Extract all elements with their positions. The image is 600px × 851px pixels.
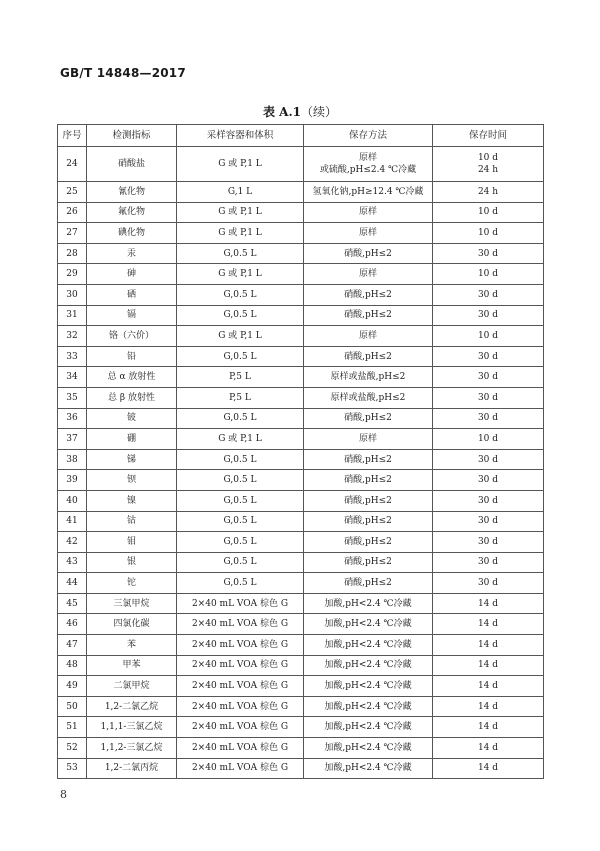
cell-container-volume: 2×40 mL VOA 棕色 G [177,717,304,738]
header-container-volume: 采样容器和体积 [177,125,304,147]
header-serial-number: 序号 [58,125,87,147]
table-row [58,326,544,347]
cell-serial-number: 44 [58,573,87,594]
cell-preservation-method: 硝酸,pH≤2 [304,449,433,470]
cell-indicator: 1,1,1-三氯乙烷 [87,717,177,738]
cell-serial-number: 30 [58,284,87,305]
table-row [58,367,544,388]
cell-holding-time: 30 d [433,284,544,305]
cell-holding-time: 14 d [433,676,544,697]
cell-serial-number: 52 [58,738,87,759]
cell-container-volume: 2×40 mL VOA 棕色 G [177,655,304,676]
cell-holding-time: 30 d [433,387,544,408]
cell-serial-number: 26 [58,202,87,223]
cell-preservation-method: 硝酸,pH≤2 [304,573,433,594]
cell-holding-time: 30 d [433,367,544,388]
cell-preservation-method: 原样 [304,223,433,244]
cell-holding-time-line-1: 10 d [477,153,499,163]
cell-container-volume: 2×40 mL VOA 棕色 G [177,738,304,759]
cell-preservation-method: 原样 [304,326,433,347]
header-indicator: 检测指标 [87,125,177,147]
cell-serial-number: 35 [58,387,87,408]
cell-container-volume: G,0.5 L [177,511,304,532]
table-row [58,511,544,532]
cell-serial-number: 38 [58,449,87,470]
cell-holding-time: 14 d [433,758,544,779]
cell-serial-number: 29 [58,264,87,285]
table-row [58,387,544,408]
table-caption-label: 表 A.1 [262,105,301,119]
cell-serial-number: 32 [58,326,87,347]
cell-serial-number: 25 [58,182,87,203]
cell-preservation-method: 硝酸,pH≤2 [304,470,433,491]
cell-holding-time: 10 d [433,223,544,244]
cell-preservation-method: 原样或盐酸,pH≤2 [304,367,433,388]
cell-serial-number: 42 [58,532,87,553]
cell-indicator: 三氯甲烷 [87,593,177,614]
cell-holding-time: 10 d [433,429,544,450]
cell-serial-number: 43 [58,552,87,573]
cell-holding-time-line-2: 24 h [477,165,499,175]
cell-indicator: 硼 [87,429,177,450]
cell-preservation-method: 加酸,pH<2.4 ℃冷藏 [304,635,433,656]
table-row [58,552,544,573]
cell-indicator: 铍 [87,408,177,429]
cell-preservation-method: 加酸,pH<2.4 ℃冷藏 [304,614,433,635]
cell-serial-number: 47 [58,635,87,656]
cell-container-volume: G,0.5 L [177,490,304,511]
cell-indicator: 总 β 放射性 [87,387,177,408]
cell-container-volume: G,0.5 L [177,449,304,470]
header-holding-time: 保存时间 [433,125,544,147]
cell-serial-number: 41 [58,511,87,532]
cell-container-volume: 2×40 mL VOA 棕色 G [177,593,304,614]
table-caption-suffix: （续） [301,105,338,119]
sampling-table [57,124,544,779]
cell-container-volume: P,5 L [177,387,304,408]
cell-preservation-method: 硝酸,pH≤2 [304,490,433,511]
cell-serial-number: 31 [58,305,87,326]
cell-holding-time: 10 d [433,326,544,347]
cell-serial-number: 37 [58,429,87,450]
cell-holding-time: 24 h [433,182,544,203]
table-row [58,202,544,223]
cell-container-volume: G,0.5 L [177,573,304,594]
cell-container-volume: G 或 P,1 L [177,326,304,347]
cell-container-volume: G,0.5 L [177,284,304,305]
cell-preservation-method: 硝酸,pH≤2 [304,243,433,264]
cell-preservation-method: 硝酸,pH≤2 [304,284,433,305]
cell-preservation-method: 氢氧化钠,pH≥12.4 ℃冷藏 [304,182,433,203]
cell-indicator: 镉 [87,305,177,326]
cell-indicator: 钡 [87,470,177,491]
table-row [58,305,544,326]
table-body [58,147,544,779]
cell-indicator: 铬（六价） [87,326,177,347]
cell-container-volume: G,0.5 L [177,552,304,573]
cell-indicator: 硝酸盐 [87,147,177,182]
cell-container-volume: 2×40 mL VOA 棕色 G [177,635,304,656]
table-row [58,429,544,450]
table-row [58,614,544,635]
cell-serial-number: 51 [58,717,87,738]
cell-preservation-method: 加酸,pH<2.4 ℃冷藏 [304,593,433,614]
cell-holding-time: 30 d [433,305,544,326]
cell-preservation-method: 原样 [304,202,433,223]
cell-holding-time: 14 d [433,696,544,717]
cell-holding-time: 30 d [433,449,544,470]
cell-serial-number: 24 [58,147,87,182]
table-row [58,182,544,203]
cell-holding-time: 14 d [433,717,544,738]
cell-container-volume: G 或 P,1 L [177,202,304,223]
table-row [58,346,544,367]
cell-holding-time: 10 d [433,264,544,285]
cell-preservation-method: 原样或盐酸,pH≤2 [304,387,433,408]
cell-container-volume: G,0.5 L [177,346,304,367]
cell-preservation-method-line-2: 或硫酸,pH≤2.4 ℃冷藏 [319,165,417,175]
cell-serial-number: 36 [58,408,87,429]
cell-holding-time: 14 d [433,738,544,759]
table-row [58,696,544,717]
cell-preservation-method: 硝酸,pH≤2 [304,511,433,532]
table-row [58,655,544,676]
table-row [58,449,544,470]
table-caption [0,103,600,120]
cell-preservation-method: 硝酸,pH≤2 [304,532,433,553]
cell-indicator: 碘化物 [87,223,177,244]
table-row [58,284,544,305]
cell-preservation-method: 加酸,pH<2.4 ℃冷藏 [304,717,433,738]
table-row [58,532,544,553]
cell-serial-number: 39 [58,470,87,491]
table-row [58,243,544,264]
cell-serial-number: 34 [58,367,87,388]
cell-indicator: 钼 [87,532,177,553]
cell-container-volume: G 或 P,1 L [177,429,304,450]
cell-indicator: 氟化物 [87,202,177,223]
cell-holding-time: 30 d [433,552,544,573]
cell-serial-number: 40 [58,490,87,511]
cell-indicator: 砷 [87,264,177,285]
cell-preservation-method: 硝酸,pH≤2 [304,552,433,573]
cell-holding-time: 10 d [433,202,544,223]
cell-serial-number: 28 [58,243,87,264]
cell-container-volume: G,0.5 L [177,408,304,429]
cell-holding-time: 30 d [433,346,544,367]
cell-container-volume: G,0.5 L [177,470,304,491]
cell-container-volume: G 或 P,1 L [177,223,304,244]
cell-indicator: 二氯甲烷 [87,676,177,697]
cell-serial-number: 48 [58,655,87,676]
cell-preservation-method: 原样 [304,429,433,450]
cell-container-volume: G,0.5 L [177,532,304,553]
cell-container-volume: 2×40 mL VOA 棕色 G [177,676,304,697]
cell-indicator: 1,2-二氯丙烷 [87,758,177,779]
cell-serial-number: 49 [58,676,87,697]
cell-indicator: 总 α 放射性 [87,367,177,388]
cell-indicator: 氰化物 [87,182,177,203]
table-row [58,408,544,429]
cell-indicator: 铊 [87,573,177,594]
table-row [58,758,544,779]
cell-preservation-method: 硝酸,pH≤2 [304,408,433,429]
table-row [58,573,544,594]
cell-container-volume: G,0.5 L [177,305,304,326]
cell-holding-time: 30 d [433,573,544,594]
cell-indicator: 硒 [87,284,177,305]
cell-indicator: 1,2-二氯乙烷 [87,696,177,717]
cell-serial-number: 53 [58,758,87,779]
cell-container-volume: G 或 P,1 L [177,147,304,182]
table-row [58,676,544,697]
cell-serial-number: 27 [58,223,87,244]
cell-holding-time: 14 d [433,593,544,614]
cell-indicator: 钴 [87,511,177,532]
cell-indicator: 汞 [87,243,177,264]
table-row [58,593,544,614]
table-row [58,738,544,759]
table-row [58,470,544,491]
cell-preservation-method: 加酸,pH<2.4 ℃冷藏 [304,738,433,759]
cell-container-volume: G,0.5 L [177,243,304,264]
table-header-row [58,125,544,147]
cell-preservation-method: 加酸,pH<2.4 ℃冷藏 [304,676,433,697]
standard-id: GB/T 14848—2017 [60,66,186,80]
cell-preservation-method: 原样 [304,264,433,285]
table-row [58,223,544,244]
cell-container-volume: P,5 L [177,367,304,388]
cell-holding-time: 30 d [433,470,544,491]
cell-holding-time: 14 d [433,655,544,676]
table-row [58,264,544,285]
cell-holding-time: 30 d [433,511,544,532]
table-row [58,635,544,656]
cell-indicator: 甲苯 [87,655,177,676]
cell-preservation-method-line-1: 原样 [358,153,377,163]
cell-holding-time: 14 d [433,635,544,656]
table-row [58,717,544,738]
cell-preservation-method: 硝酸,pH≤2 [304,346,433,367]
cell-preservation-method: 加酸,pH<2.4 ℃冷藏 [304,655,433,676]
table-row [58,490,544,511]
cell-preservation-method: 硝酸,pH≤2 [304,305,433,326]
cell-container-volume: G 或 P,1 L [177,264,304,285]
cell-serial-number: 46 [58,614,87,635]
cell-container-volume: 2×40 mL VOA 棕色 G [177,758,304,779]
cell-indicator: 四氯化碳 [87,614,177,635]
page-number: 8 [60,788,67,801]
cell-indicator: 1,1,2-三氯乙烷 [87,738,177,759]
cell-holding-time [433,147,544,182]
cell-preservation-method: 加酸,pH<2.4 ℃冷藏 [304,696,433,717]
cell-indicator: 锑 [87,449,177,470]
cell-holding-time: 30 d [433,243,544,264]
cell-indicator: 铅 [87,346,177,367]
cell-holding-time: 14 d [433,614,544,635]
cell-holding-time: 30 d [433,408,544,429]
cell-holding-time: 30 d [433,490,544,511]
cell-serial-number: 50 [58,696,87,717]
cell-serial-number: 45 [58,593,87,614]
cell-indicator: 银 [87,552,177,573]
cell-container-volume: 2×40 mL VOA 棕色 G [177,614,304,635]
cell-serial-number: 33 [58,346,87,367]
table-row [58,147,544,182]
cell-indicator: 苯 [87,635,177,656]
cell-indicator: 镍 [87,490,177,511]
cell-container-volume: 2×40 mL VOA 棕色 G [177,696,304,717]
header-preservation-method: 保存方法 [304,125,433,147]
cell-preservation-method: 加酸,pH<2.4 ℃冷藏 [304,758,433,779]
cell-holding-time: 30 d [433,532,544,553]
cell-preservation-method [304,147,433,182]
cell-container-volume: G,1 L [177,182,304,203]
